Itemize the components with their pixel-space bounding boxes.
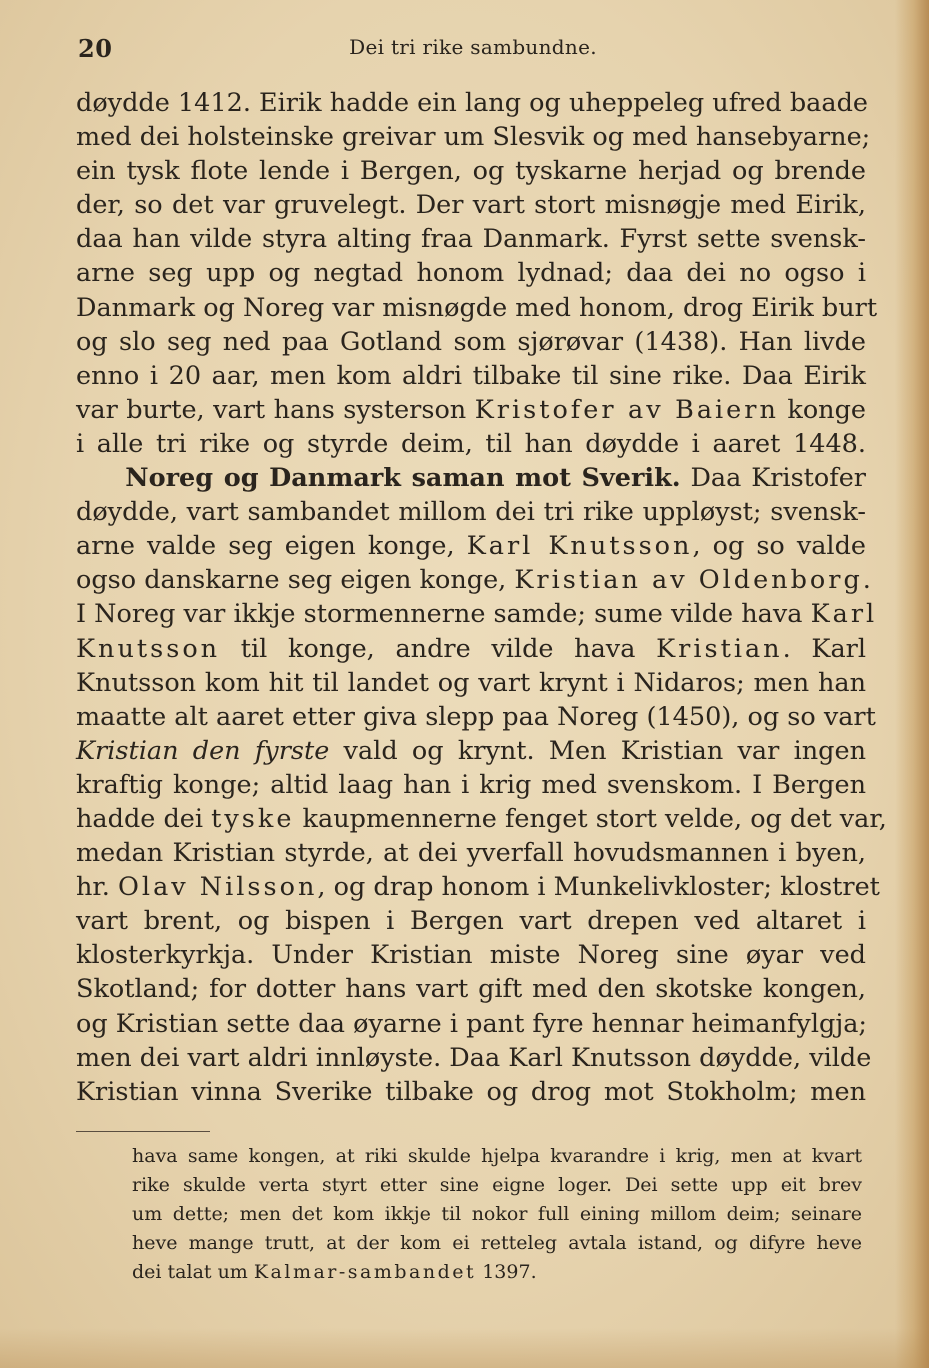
- text-line: i alle tri rike og styrde deim, til han døydde i aaret 1448.: [76, 428, 866, 459]
- text-line: [76, 870, 880, 904]
- text-line: arne seg upp og negtad honom lydnad; daa dei no ogso i: [76, 258, 866, 289]
- footnote-line: heve mange trutt, at der kom ei retteleg avtala istand, og difyre heve: [132, 1232, 862, 1254]
- footnote: [132, 1142, 862, 1287]
- text-line: maatte alt aaret etter giva slepp paa Noreg (1450), og so vart: [76, 701, 876, 732]
- text-line: Skotland; for dotter hans vart gift med den skotske kongen,: [76, 974, 866, 1005]
- text-line: Kristian vinna Sverike tilbake og drog mot Stokholm; men: [76, 1076, 866, 1107]
- text-run: , og drap honom i Munkelivkloster; klostret: [317, 872, 880, 903]
- text-line: men dei vart aldri innløyste. Daa Karl Knutsson døydde, vilde: [76, 1042, 872, 1073]
- text-run: var burte, vart hans systerson: [76, 394, 475, 425]
- text-line: døydde 1412. Eirik hadde ein lang og uheppeleg ufred baade: [76, 88, 869, 118]
- footnote-line: [132, 1258, 862, 1287]
- spaced-name: Knutsson: [76, 633, 221, 664]
- text-line: og Kristian sette daa øyarne i pant fyre hennar heimanfylgja;: [76, 1008, 868, 1039]
- text-line: [76, 734, 866, 768]
- text-line: [76, 393, 866, 427]
- text-run: dei talat um: [132, 1261, 254, 1283]
- footnote-rule: [76, 1131, 210, 1132]
- text-line: kraftig konge; altid laag han i krig med svenskom. I Bergen: [76, 769, 866, 800]
- main-text: [76, 86, 887, 1109]
- text-line: [76, 802, 887, 836]
- text-line: døydde, vart sambandet millom dei tri rike uppløyst; svensk-: [76, 497, 866, 528]
- text-run: hadde dei: [76, 803, 212, 834]
- spaced-name: Karl: [810, 599, 878, 630]
- text-line: [76, 461, 866, 495]
- text-run: vald og krynt. Men Kristian var ingen: [329, 735, 866, 766]
- text-line: med dei holsteinske greivar um Slesvik og med hansebyarne;: [76, 122, 871, 153]
- text-line: enno i 20 aar, men kom aldri tilbake til sine rike. Daa Eirik: [76, 360, 866, 391]
- text-line: der, so det var gruvelegt. Der vart stort misnøgje med Eirik,: [76, 190, 866, 221]
- text-line: ein tysk flote lende i Bergen, og tyskarne herjad og brende: [76, 156, 866, 187]
- text-run: til konge, andre vilde hava: [220, 633, 657, 664]
- italic-name: Kristian den fyrste: [76, 735, 330, 766]
- text-line: Knutsson kom hit til landet og vart krynt i Nidaros; men han: [76, 667, 866, 698]
- text-run: , og so valde: [692, 531, 866, 562]
- text-line: medan Kristian styrde, at dei yverfall hovudsmannen i byen,: [76, 838, 866, 869]
- running-title: Dei tri rike sambundne.: [349, 35, 597, 59]
- spaced-name: Olav Nilsson: [118, 872, 318, 903]
- footnote-line: um dette; men det kom ikkje til nokor full eining millom deim; seinare: [132, 1203, 862, 1225]
- spaced-name: Karl Knutsson: [466, 531, 693, 562]
- text-line: vart brent, og bispen i Bergen vart drepen ved altaret i: [76, 906, 866, 937]
- text-line: klosterkyrkja. Under Kristian miste Noreg sine øyar ved: [76, 940, 866, 971]
- page-header: [78, 30, 868, 64]
- spaced-word: tyske: [211, 803, 295, 834]
- text-line: og slo seg ned paa Gotland som sjørøvar (1438). Han livde: [76, 326, 866, 357]
- text-run: Daa Kristofer: [680, 463, 866, 494]
- spaced-name: Kristian av Oldenborg: [514, 565, 863, 596]
- text-run: ogso danskarne seg eigen konge,: [76, 565, 515, 596]
- footnote-line: hava same kongen, at riki skulde hjelpa kvarandre i krig, men at kvart: [132, 1145, 862, 1167]
- text-line: [76, 597, 878, 631]
- text-run: I Noreg var ikkje stormennerne samde; sume vilde hava: [76, 599, 811, 630]
- text-line: [76, 529, 866, 563]
- text-run: konge: [778, 394, 867, 425]
- page-number: 20: [78, 34, 113, 63]
- text-run: . Karl: [782, 633, 866, 664]
- section-heading: Noreg og Danmark saman mot Sverik.: [125, 463, 681, 494]
- spaced-name: Kristofer av Baiern: [474, 394, 779, 425]
- footnote-line: rike skulde verta styrt etter sine eigne loger. Dei sette upp eit brev: [132, 1174, 862, 1196]
- text-line: [76, 632, 866, 666]
- page-edge-shadow: [895, 0, 929, 1368]
- text-run: .: [862, 565, 871, 596]
- text-run: hr.: [76, 872, 119, 903]
- spaced-name: Kristian: [656, 633, 783, 664]
- text-run: 1397.: [476, 1261, 537, 1283]
- text-line: daa han vilde styra alting fraa Danmark. Fyrst sette svensk-: [76, 224, 866, 255]
- text-run: kaupmennerne fenget stort velde, og det var,: [294, 803, 887, 834]
- page-bottom-shadow: [0, 1328, 929, 1368]
- spaced-name: Kalmar-sambandet: [253, 1261, 477, 1283]
- text-run: arne valde seg eigen konge,: [76, 531, 467, 562]
- text-line: [76, 563, 871, 597]
- text-line: Danmark og Noreg var misnøgde med honom, drog Eirik burt: [76, 292, 878, 323]
